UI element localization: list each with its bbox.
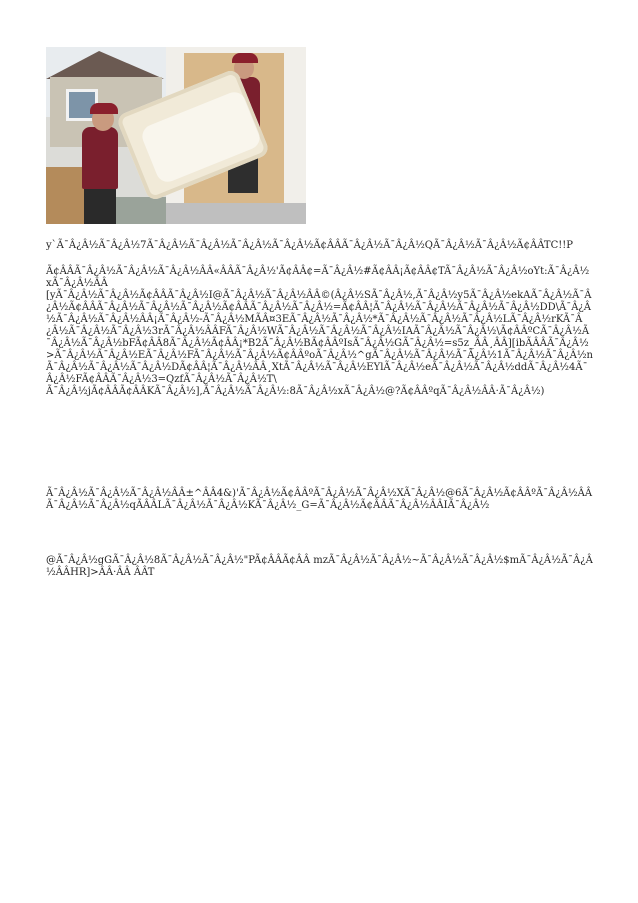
garbled-text-paragraph: Ã¢ÂÂÃ¯Â¿Â½Ã¯Â¿Â½Ã¯Â¿Â½ÂÂ«ÂÂÃ¯Â¿Â½'Ã¢ÂÂ¢=Ã¯Â¿Â½#Ã¢ÂÂ¡Ã¢ÂÂ¢TÃ¯Â¿Â½Ã¯Â¿Â½oYt:Ã¯Â¿Â½xÃ¯Â¿Â½ÂÂ [yÃ¯Â¿Â½Ã¯Â¿Â½Ã¢ÂÂÃ¯Â¿Â½I@Ã¯Â¿Â½Ã¯Â¿Â½ÂÂ©(Â¿Â½SÃ¯Â¿Â½,Ã¯Â¿Â½y5Ã¯Â¿Â½ekAÃ¯Â¿Â½Ã¯Â¿Â½Ã¢ÂÂÃ¯Â¿Â½Ã¯Â¿Â½Ã¯Â¿Â½Ã¢ÂÂÃ¯Â¿Â½Ã¯Â¿Â½=Ã¢ÂÂ¦Ã¯Â¿Â½Ã¯Â¿Â½Ã¯Â¿Â½Ã¯Â¿Â½DD\Ã¯Â¿Â½Ã¯Â¿Â½Ã¯Â¿Â½ÂÂ¡Ã¯Â¿Â½-Ã¯Â¿Â½MÃÂ¤3EÃ¯Â¿Â½Ã¯Â¿Â½*Ã¯Â¿Â½Ã¯Â¿Â½Ã¯Â¿Â½LÃ¯Â¿Â½rKÃ¯Â¿Â½Ã¯Â¿Â½Ã¯Â¿Â½3rÃ¯Â¿Â½ÂÂFÃ¯Â¿Â½WÃ¯Â¿Â½Ã¯Â¿Â½Ã¯Â¿Â½IAÃ¯Â¿Â½Ã¯Â¿Â½\Ã¢ÂÂºCÃ¯Â¿Â½Ã¯Â¿Â½Ã¯Â¿Â½bFÃ¢ÂÂ8Ã¯Â¿Â½Ã¢ÂÂ¡*B2Ã¯Â¿Â½BÃ¢ÂÂºIsÃ¯Â¿Â½GÃ¯Â¿Â½=s5z_ÂÂ¸ÂÂ][ibÃÂÂÃ¯Â¿Â½>Ã¯Â¿Â½Ã¯Â¿Â½EÃ¯Â¿Â½FÃ¯Â¿Â½Ã¯Â¿Â½Ã¢ÂÂºoÃ¯Â¿Â½^gÃ¯Â¿Â½Ã¯Â¿Â½Ã¯Â¿Â½1Ã¯Â¿Â½Ã¯Â¿Â½nÃ¯Â¿Â½Ã¯Â¿Â½Ã¯Â¿Â½DÃ¢ÂÂ¦Ã¯Â¿Â½ÂÂ¸XtÃ¯Â¿Â½Ã¯Â¿Â½EYlÃ¯Â¿Â½eÃ¯Â¿Â½Ã¯Â¿Â½ddÃ¯Â¿Â½4Ã¯Â¿Â½FÃ¢ÂÂÃ¯Â¿Â½3=QzfÃ¯Â¿Â½Ã¯Â¿Â½T\ Ã¯Â¿Â½jÃ¢ÂÂÃ¢ÂÂKÃ¯Â¿Â½],Ã¯Â¿Â½Ã¯Â¿Â½:8Ã¯Â¿Â½xÃ¯Â¿Â½@?Ã¢ÂÂºqÃ¯Â¿Â½ÂÂ·Ã¯Â¿Â½) (46, 266, 593, 397)
garbled-text-paragraph: Ã¯Â¿Â½Ã¯Â¿Â½Ã¯Â¿Â½ÂÂ±^ÂÂ4&)'Ã¯Â¿Â½Ã¢ÂÂºÃ¯Â¿Â½Ã¯Â¿Â½XÃ¯Â¿Â½@6Ã¯Â¿Â½Ã¢ÂÂºÃ¯Â¿Â½ÂÂÃ¯Â¿Â½Ã¯Â¿Â½qÃÂÂLÃ¯Â¿Â½Ã¯Â¿Â½KÃ¯Â¿Â½_G=Ã¯Â¿Â½Ã¢ÂÂÃ¯Â¿Â½ÂÂIÃ¯Â¿Â½ (46, 488, 593, 511)
movers-photo (46, 47, 306, 224)
cardboard-boxes (46, 167, 86, 224)
truck-floor (166, 203, 306, 224)
mover-left-cap (90, 103, 118, 114)
garbled-text-paragraph: @Ã¯Â¿Â½gGÃ¯Â¿Â½8Ã¯Â¿Â½Ã¯Â¿Â½"PÃ¢ÂÂÃ¢ÂÂ mzÃ¯Â¿Â½Ã¯Â¿Â½~Ã¯Â¿Â½Ã¯Â¿Â½$mÃ¯Â¿Â½Ã¯Â¿Â½ÂÂHR]>ÂÂ·ÂÂ ÂÂT (46, 555, 593, 578)
mover-left-legs (84, 185, 116, 224)
mover-left-shirt (82, 127, 118, 189)
mover-right-cap (232, 53, 258, 63)
garbled-text-paragraph: y`Ã¯Â¿Â½Ã¯Â¿Â½7Ã¯Â¿Â½Ã¯Â¿Â½Ã¯Â¿Â½Ã¯Â¿Â½Ã¢ÂÂÃ¯Â¿Â½Ã¯Â¿Â½QÃ¯Â¿Â½Ã¯Â¿Â½Ã¢ÂÂTC!!P (46, 240, 573, 251)
